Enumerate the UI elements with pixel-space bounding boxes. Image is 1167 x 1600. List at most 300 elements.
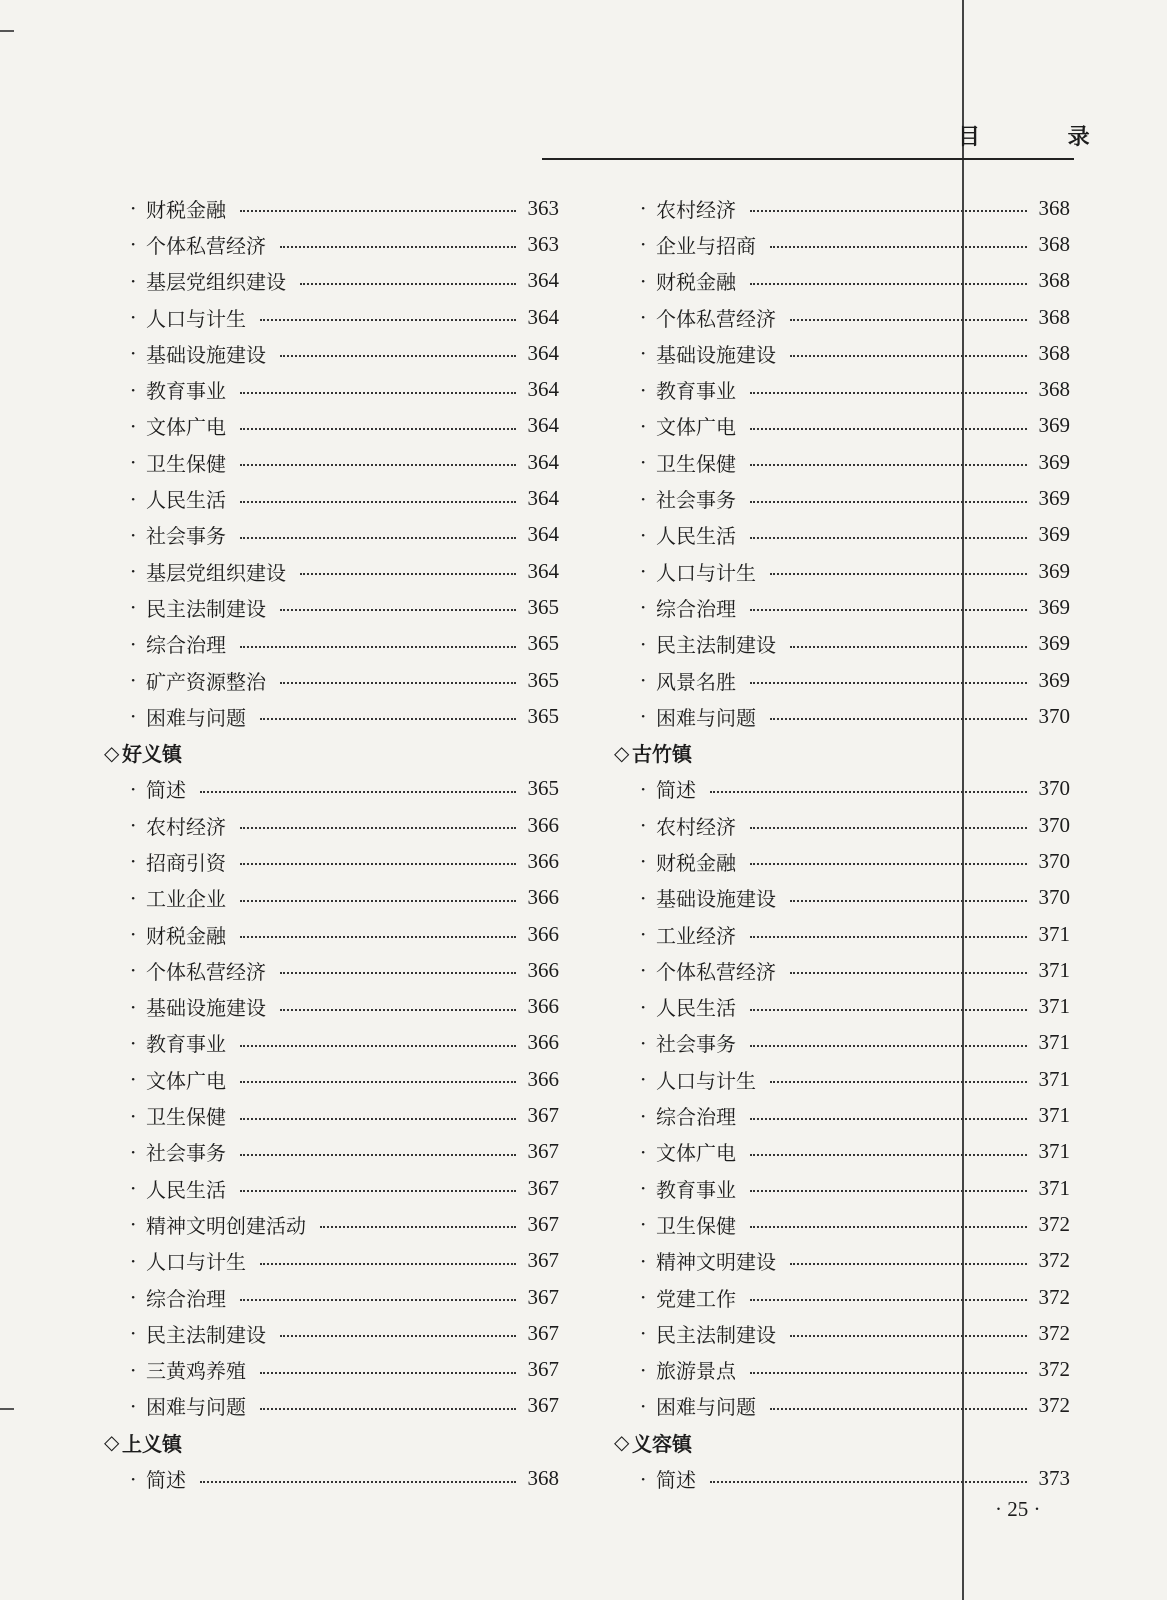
dot-leader bbox=[770, 718, 1027, 720]
toc-entry[interactable] bbox=[104, 662, 559, 698]
toc-entry-label: 招商引资 bbox=[146, 850, 226, 875]
toc-entry-page: 372 bbox=[1038, 1357, 1070, 1382]
bullet-icon: · bbox=[130, 631, 137, 656]
toc-entry-label: 社会事务 bbox=[146, 524, 226, 549]
toc-entry[interactable] bbox=[614, 698, 1070, 734]
bullet-icon: · bbox=[640, 450, 647, 475]
bullet-icon: · bbox=[130, 885, 137, 910]
toc-entry-label: 民主法制建设 bbox=[656, 1322, 776, 1347]
toc-entry-label: 精神文明创建活动 bbox=[146, 1213, 306, 1238]
toc-entry-page: 371 bbox=[1038, 1030, 1070, 1055]
dot-leader bbox=[790, 355, 1027, 357]
toc-entry-label: 个体私营经济 bbox=[146, 959, 266, 984]
toc-entry-page: 370 bbox=[1038, 812, 1070, 837]
toc-entry[interactable] bbox=[104, 371, 559, 407]
toc-entry-page: 369 bbox=[1038, 486, 1070, 511]
toc-entry-label: 三黄鸡养殖 bbox=[146, 1359, 246, 1384]
toc-entry-label: 文体广电 bbox=[656, 415, 736, 440]
toc-entry-label: 风景名胜 bbox=[656, 669, 736, 694]
toc-entry-label: 社会事务 bbox=[146, 1141, 226, 1166]
toc-entry[interactable] bbox=[614, 226, 1070, 262]
dot-leader bbox=[770, 1408, 1027, 1410]
toc-entry[interactable] bbox=[104, 190, 559, 226]
dot-leader bbox=[750, 283, 1027, 285]
toc-entry-label: 简述 bbox=[146, 778, 186, 803]
dot-leader bbox=[750, 609, 1027, 611]
bullet-icon: · bbox=[640, 1176, 647, 1201]
toc-entry[interactable] bbox=[614, 952, 1070, 988]
dot-leader bbox=[260, 319, 516, 321]
toc-entry-page: 370 bbox=[1038, 776, 1070, 801]
toc-entry-page: 366 bbox=[527, 994, 559, 1019]
dot-leader bbox=[200, 1481, 516, 1483]
toc-entry-label: 人民生活 bbox=[656, 524, 736, 549]
dot-leader bbox=[750, 1226, 1027, 1228]
toc-entry-label: 文体广电 bbox=[146, 415, 226, 440]
bullet-icon: · bbox=[130, 232, 137, 257]
scan-edge-mark bbox=[0, 30, 14, 32]
toc-entry[interactable] bbox=[104, 589, 559, 625]
toc-entry[interactable] bbox=[104, 517, 559, 553]
bullet-icon: · bbox=[640, 1321, 647, 1346]
toc-entry-page: 372 bbox=[1038, 1284, 1070, 1309]
toc-entry-label: 财税金融 bbox=[146, 923, 226, 948]
toc-entry-page: 364 bbox=[527, 377, 559, 402]
dot-leader bbox=[750, 1009, 1027, 1011]
bullet-icon: · bbox=[130, 1285, 137, 1310]
toc-entry-label: 困难与问题 bbox=[146, 1395, 246, 1420]
bullet-icon: · bbox=[130, 1466, 137, 1491]
bullet-icon: · bbox=[640, 1212, 647, 1237]
dot-leader bbox=[750, 863, 1027, 865]
bullet-icon: · bbox=[640, 268, 647, 293]
dot-leader bbox=[300, 573, 516, 575]
toc-entry[interactable] bbox=[104, 1352, 559, 1388]
toc-entry-page: 363 bbox=[527, 231, 559, 256]
toc-entry-page: 370 bbox=[1038, 703, 1070, 728]
bullet-icon: · bbox=[640, 305, 647, 330]
toc-entry-label: 财税金融 bbox=[656, 850, 736, 875]
toc-entry[interactable] bbox=[614, 553, 1070, 589]
bullet-icon: · bbox=[640, 522, 647, 547]
toc-entry-page: 365 bbox=[527, 703, 559, 728]
bullet-icon: · bbox=[130, 522, 137, 547]
dot-leader bbox=[750, 464, 1027, 466]
toc-entry[interactable] bbox=[104, 1097, 559, 1133]
toc-entry-label: 个体私营经济 bbox=[656, 306, 776, 331]
toc-entry[interactable] bbox=[614, 989, 1070, 1025]
bullet-icon: · bbox=[130, 849, 137, 874]
dot-leader bbox=[200, 791, 516, 793]
toc-entry[interactable] bbox=[614, 916, 1070, 952]
toc-entry-page: 369 bbox=[1038, 631, 1070, 656]
toc-entry[interactable] bbox=[614, 444, 1070, 480]
toc-entry-page: 373 bbox=[1038, 1466, 1070, 1491]
toc-entry-page: 372 bbox=[1038, 1211, 1070, 1236]
dot-leader bbox=[750, 537, 1027, 539]
toc-entry-label: 社会事务 bbox=[656, 1032, 736, 1057]
toc-entry[interactable] bbox=[614, 335, 1070, 371]
bullet-icon: · bbox=[130, 994, 137, 1019]
bullet-icon: · bbox=[130, 1393, 137, 1418]
bullet-icon: · bbox=[130, 813, 137, 838]
toc-entry-label: 旅游景点 bbox=[656, 1359, 736, 1384]
toc-entry-page: 367 bbox=[527, 1211, 559, 1236]
toc-entry[interactable] bbox=[104, 1315, 559, 1351]
dot-leader bbox=[240, 936, 516, 938]
toc-entry-label: 企业与招商 bbox=[656, 233, 756, 258]
dot-leader bbox=[300, 283, 516, 285]
bullet-icon: · bbox=[640, 1248, 647, 1273]
toc-entry-label: 财税金融 bbox=[146, 197, 226, 222]
toc-entry-label: 工业经济 bbox=[656, 923, 736, 948]
toc-entry[interactable] bbox=[614, 263, 1070, 299]
dot-leader bbox=[790, 900, 1027, 902]
toc-entry-page: 372 bbox=[1038, 1248, 1070, 1273]
toc-entry-page: 364 bbox=[527, 449, 559, 474]
dot-leader bbox=[750, 1372, 1027, 1374]
toc-entry[interactable] bbox=[104, 1279, 559, 1315]
toc-entry-page: 366 bbox=[527, 812, 559, 837]
toc-entry[interactable] bbox=[614, 371, 1070, 407]
toc-entry-page: 369 bbox=[1038, 594, 1070, 619]
toc-entry-label: 民主法制建设 bbox=[146, 1322, 266, 1347]
diamond-icon: ◇ bbox=[614, 1430, 630, 1455]
toc-entry[interactable] bbox=[614, 880, 1070, 916]
dot-leader bbox=[790, 1263, 1027, 1265]
dot-leader bbox=[750, 1154, 1027, 1156]
dot-leader bbox=[280, 682, 516, 684]
toc-entry-page: 368 bbox=[1038, 195, 1070, 220]
dot-leader bbox=[240, 501, 516, 503]
toc-entry[interactable] bbox=[614, 1243, 1070, 1279]
bullet-icon: · bbox=[130, 559, 137, 584]
toc-entry[interactable] bbox=[614, 1025, 1070, 1061]
dot-leader bbox=[750, 501, 1027, 503]
toc-entry[interactable] bbox=[104, 916, 559, 952]
toc-entry-label: 基础设施建设 bbox=[656, 342, 776, 367]
dot-leader bbox=[750, 827, 1027, 829]
toc-entry-page: 365 bbox=[527, 631, 559, 656]
toc-entry-page: 371 bbox=[1038, 1103, 1070, 1128]
toc-entry[interactable] bbox=[104, 880, 559, 916]
toc-entry[interactable] bbox=[614, 1206, 1070, 1242]
toc-entry-page: 367 bbox=[527, 1139, 559, 1164]
toc-entry[interactable] bbox=[614, 1460, 1070, 1496]
toc-entry[interactable] bbox=[104, 1460, 559, 1496]
bullet-icon: · bbox=[130, 268, 137, 293]
dot-leader bbox=[240, 827, 516, 829]
bullet-icon: · bbox=[640, 1067, 647, 1092]
toc-entry-page: 371 bbox=[1038, 1175, 1070, 1200]
bullet-icon: · bbox=[130, 1321, 137, 1346]
dot-leader bbox=[240, 1190, 516, 1192]
toc-entry-label: 卫生保健 bbox=[656, 1213, 736, 1238]
toc-entry-label: 困难与问题 bbox=[146, 705, 246, 730]
toc-entry-label: 个体私营经济 bbox=[656, 959, 776, 984]
toc-entry-label: 农村经济 bbox=[146, 814, 226, 839]
bullet-icon: · bbox=[130, 196, 137, 221]
toc-entry[interactable] bbox=[614, 1061, 1070, 1097]
toc-entry[interactable] bbox=[104, 952, 559, 988]
toc-entry-label: 人口与计生 bbox=[146, 1250, 246, 1275]
dot-leader bbox=[240, 1118, 516, 1120]
bullet-icon: · bbox=[130, 1103, 137, 1128]
bullet-icon: · bbox=[130, 450, 137, 475]
bullet-icon: · bbox=[640, 486, 647, 511]
toc-entry-label: 文体广电 bbox=[656, 1141, 736, 1166]
toc-entry-page: 371 bbox=[1038, 994, 1070, 1019]
page-header-title: 目 录 bbox=[958, 124, 1130, 150]
toc-entry-label: 人口与计生 bbox=[656, 560, 756, 585]
dot-leader bbox=[240, 863, 516, 865]
toc-entry-label: 困难与问题 bbox=[656, 705, 756, 730]
dot-leader bbox=[240, 392, 516, 394]
toc-entry-label: 财税金融 bbox=[656, 270, 736, 295]
toc-entry[interactable] bbox=[104, 263, 559, 299]
toc-entry[interactable] bbox=[104, 480, 559, 516]
dot-leader bbox=[750, 936, 1027, 938]
diamond-icon: ◇ bbox=[104, 740, 120, 765]
bullet-icon: · bbox=[130, 305, 137, 330]
bullet-icon: · bbox=[640, 1466, 647, 1491]
toc-entry-label: 工业企业 bbox=[146, 887, 226, 912]
toc-entry-page: 371 bbox=[1038, 1139, 1070, 1164]
toc-entry[interactable] bbox=[614, 662, 1070, 698]
toc-entry-page: 368 bbox=[1038, 268, 1070, 293]
dot-leader bbox=[770, 573, 1027, 575]
toc-entry-label: 文体广电 bbox=[146, 1068, 226, 1093]
toc-entry[interactable] bbox=[104, 698, 559, 734]
dot-leader bbox=[790, 1335, 1027, 1337]
dot-leader bbox=[750, 1190, 1027, 1192]
toc-entry[interactable] bbox=[104, 553, 559, 589]
toc-entry-page: 372 bbox=[1038, 1320, 1070, 1345]
dot-leader bbox=[240, 646, 516, 648]
bullet-icon: · bbox=[640, 849, 647, 874]
toc-entry[interactable] bbox=[614, 190, 1070, 226]
bullet-icon: · bbox=[130, 486, 137, 511]
dot-leader bbox=[240, 210, 516, 212]
section-label: 古竹镇 bbox=[632, 742, 692, 767]
bullet-icon: · bbox=[640, 885, 647, 910]
dot-leader bbox=[750, 682, 1027, 684]
toc-entry[interactable] bbox=[104, 444, 559, 480]
bullet-icon: · bbox=[640, 958, 647, 983]
toc-entry-label: 综合治理 bbox=[146, 633, 226, 658]
toc-entry[interactable] bbox=[614, 626, 1070, 662]
toc-entry-page: 368 bbox=[1038, 231, 1070, 256]
dot-leader bbox=[280, 1009, 516, 1011]
toc-entry-label: 基层党组织建设 bbox=[146, 270, 286, 295]
toc-entry-label: 教育事业 bbox=[656, 1177, 736, 1202]
toc-entry[interactable] bbox=[614, 408, 1070, 444]
dot-leader bbox=[240, 1154, 516, 1156]
toc-entry[interactable] bbox=[104, 1206, 559, 1242]
toc-left-column bbox=[104, 190, 559, 1497]
toc-entry-label: 基础设施建设 bbox=[656, 887, 776, 912]
toc-entry-page: 369 bbox=[1038, 449, 1070, 474]
toc-entry-label: 民主法制建设 bbox=[656, 633, 776, 658]
bullet-icon: · bbox=[130, 668, 137, 692]
toc-entry[interactable] bbox=[104, 807, 559, 843]
toc-entry[interactable] bbox=[614, 843, 1070, 879]
bullet-icon: · bbox=[640, 668, 647, 692]
toc-entry-label: 个体私营经济 bbox=[146, 233, 266, 258]
bullet-icon: · bbox=[640, 377, 647, 402]
dot-leader bbox=[240, 537, 516, 539]
toc-entry-page: 363 bbox=[527, 195, 559, 220]
dot-leader bbox=[240, 900, 516, 902]
bullet-icon: · bbox=[130, 1139, 137, 1164]
bullet-icon: · bbox=[130, 341, 137, 366]
toc-entry[interactable] bbox=[614, 480, 1070, 516]
toc-entry-page: 369 bbox=[1038, 558, 1070, 583]
toc-entry-page: 367 bbox=[527, 1320, 559, 1345]
bullet-icon: · bbox=[640, 1285, 647, 1310]
toc-entry-page: 366 bbox=[527, 921, 559, 946]
bullet-icon: · bbox=[130, 958, 137, 983]
toc-entry[interactable] bbox=[104, 226, 559, 262]
toc-entry[interactable] bbox=[104, 1061, 559, 1097]
toc-entry[interactable] bbox=[614, 517, 1070, 553]
toc-entry-label: 民主法制建设 bbox=[146, 596, 266, 621]
toc-entry-label: 基层党组织建设 bbox=[146, 560, 286, 585]
dot-leader bbox=[790, 319, 1027, 321]
toc-entry-label: 人口与计生 bbox=[656, 1068, 756, 1093]
bullet-icon: · bbox=[130, 413, 137, 438]
toc-section-heading bbox=[104, 1424, 559, 1460]
toc-entry[interactable] bbox=[104, 1388, 559, 1424]
toc-entry[interactable] bbox=[104, 1134, 559, 1170]
toc-entry[interactable] bbox=[104, 771, 559, 807]
toc-entry-page: 371 bbox=[1038, 1066, 1070, 1091]
page-number: · 25 · bbox=[995, 1497, 1041, 1521]
dot-leader bbox=[240, 428, 516, 430]
dot-leader bbox=[240, 1045, 516, 1047]
toc-entry-page: 368 bbox=[1038, 304, 1070, 329]
bullet-icon: · bbox=[640, 413, 647, 438]
bullet-icon: · bbox=[640, 559, 647, 584]
toc-entry[interactable] bbox=[614, 807, 1070, 843]
toc-entry[interactable] bbox=[614, 589, 1070, 625]
toc-entry[interactable] bbox=[104, 1243, 559, 1279]
toc-entry[interactable] bbox=[614, 1134, 1070, 1170]
toc-entry[interactable] bbox=[104, 843, 559, 879]
toc-entry[interactable] bbox=[614, 1352, 1070, 1388]
toc-entry[interactable] bbox=[614, 299, 1070, 335]
toc-entry-label: 教育事业 bbox=[656, 379, 736, 404]
dot-leader bbox=[260, 1263, 516, 1265]
toc-entry[interactable] bbox=[614, 771, 1070, 807]
dot-leader bbox=[750, 210, 1027, 212]
bullet-icon: · bbox=[130, 704, 137, 729]
dot-leader bbox=[280, 246, 516, 248]
toc-entry-label: 卫生保健 bbox=[146, 451, 226, 476]
toc-entry-label: 卫生保健 bbox=[656, 451, 736, 476]
dot-leader bbox=[280, 609, 516, 611]
toc-entry-page: 366 bbox=[527, 885, 559, 910]
toc-entry[interactable] bbox=[104, 1025, 559, 1061]
dot-leader bbox=[240, 1299, 516, 1301]
dot-leader bbox=[240, 1081, 516, 1083]
toc-entry-page: 367 bbox=[527, 1357, 559, 1382]
toc-entry-page: 369 bbox=[1038, 522, 1070, 547]
toc-entry-label: 基础设施建设 bbox=[146, 996, 266, 1021]
bullet-icon: · bbox=[640, 776, 647, 801]
toc-entry[interactable] bbox=[614, 1279, 1070, 1315]
toc-entry-label: 精神文明建设 bbox=[656, 1250, 776, 1275]
bullet-icon: · bbox=[130, 1248, 137, 1273]
section-label: 好义镇 bbox=[122, 742, 182, 767]
toc-entry[interactable] bbox=[614, 1097, 1070, 1133]
bullet-icon: · bbox=[640, 1103, 647, 1128]
toc-section-heading bbox=[614, 734, 1070, 770]
bullet-icon: · bbox=[640, 813, 647, 838]
toc-entry-page: 367 bbox=[527, 1103, 559, 1128]
diamond-icon: ◇ bbox=[104, 1430, 120, 1455]
toc-entry[interactable] bbox=[104, 299, 559, 335]
toc-section-heading bbox=[104, 734, 559, 770]
toc-entry[interactable] bbox=[104, 989, 559, 1025]
bullet-icon: · bbox=[130, 1067, 137, 1092]
toc-entry-page: 369 bbox=[1038, 413, 1070, 438]
dot-leader bbox=[260, 718, 516, 720]
dot-leader bbox=[750, 428, 1027, 430]
bullet-icon: · bbox=[640, 922, 647, 947]
toc-entry[interactable] bbox=[614, 1315, 1070, 1351]
bullet-icon: · bbox=[130, 1030, 137, 1055]
bullet-icon: · bbox=[640, 595, 647, 620]
toc-entry[interactable] bbox=[104, 335, 559, 371]
bullet-icon: · bbox=[640, 341, 647, 366]
toc-entry[interactable] bbox=[614, 1170, 1070, 1206]
bullet-icon: · bbox=[640, 196, 647, 221]
toc-entry-page: 372 bbox=[1038, 1393, 1070, 1418]
toc-entry-page: 370 bbox=[1038, 885, 1070, 910]
bullet-icon: · bbox=[640, 1030, 647, 1055]
toc-entry-label: 基础设施建设 bbox=[146, 342, 266, 367]
toc-entry-label: 综合治理 bbox=[656, 596, 736, 621]
toc-entry-page: 367 bbox=[527, 1393, 559, 1418]
toc-entry-label: 农村经济 bbox=[656, 814, 736, 839]
scan-edge-mark bbox=[0, 1408, 14, 1410]
toc-entry[interactable] bbox=[104, 626, 559, 662]
dot-leader bbox=[240, 464, 516, 466]
toc-entry-page: 371 bbox=[1038, 957, 1070, 982]
toc-entry-page: 366 bbox=[527, 1030, 559, 1055]
dot-leader bbox=[710, 1481, 1027, 1483]
toc-entry[interactable] bbox=[104, 408, 559, 444]
toc-entry-page: 368 bbox=[1038, 340, 1070, 365]
toc-entry-page: 371 bbox=[1038, 921, 1070, 946]
toc-entry[interactable] bbox=[614, 1388, 1070, 1424]
bullet-icon: · bbox=[640, 1139, 647, 1164]
toc-entry-page: 367 bbox=[527, 1248, 559, 1273]
dot-leader bbox=[260, 1408, 516, 1410]
dot-leader bbox=[280, 355, 516, 357]
toc-entry-page: 365 bbox=[527, 667, 559, 692]
bullet-icon: · bbox=[130, 595, 137, 620]
toc-entry-label: 党建工作 bbox=[656, 1286, 736, 1311]
diamond-icon: ◇ bbox=[614, 740, 630, 765]
toc-entry-page: 364 bbox=[527, 558, 559, 583]
dot-leader bbox=[280, 1335, 516, 1337]
header-rule bbox=[542, 158, 1074, 160]
toc-entry[interactable] bbox=[104, 1170, 559, 1206]
toc-entry-label: 简述 bbox=[146, 1468, 186, 1493]
bullet-icon: · bbox=[130, 1357, 137, 1382]
